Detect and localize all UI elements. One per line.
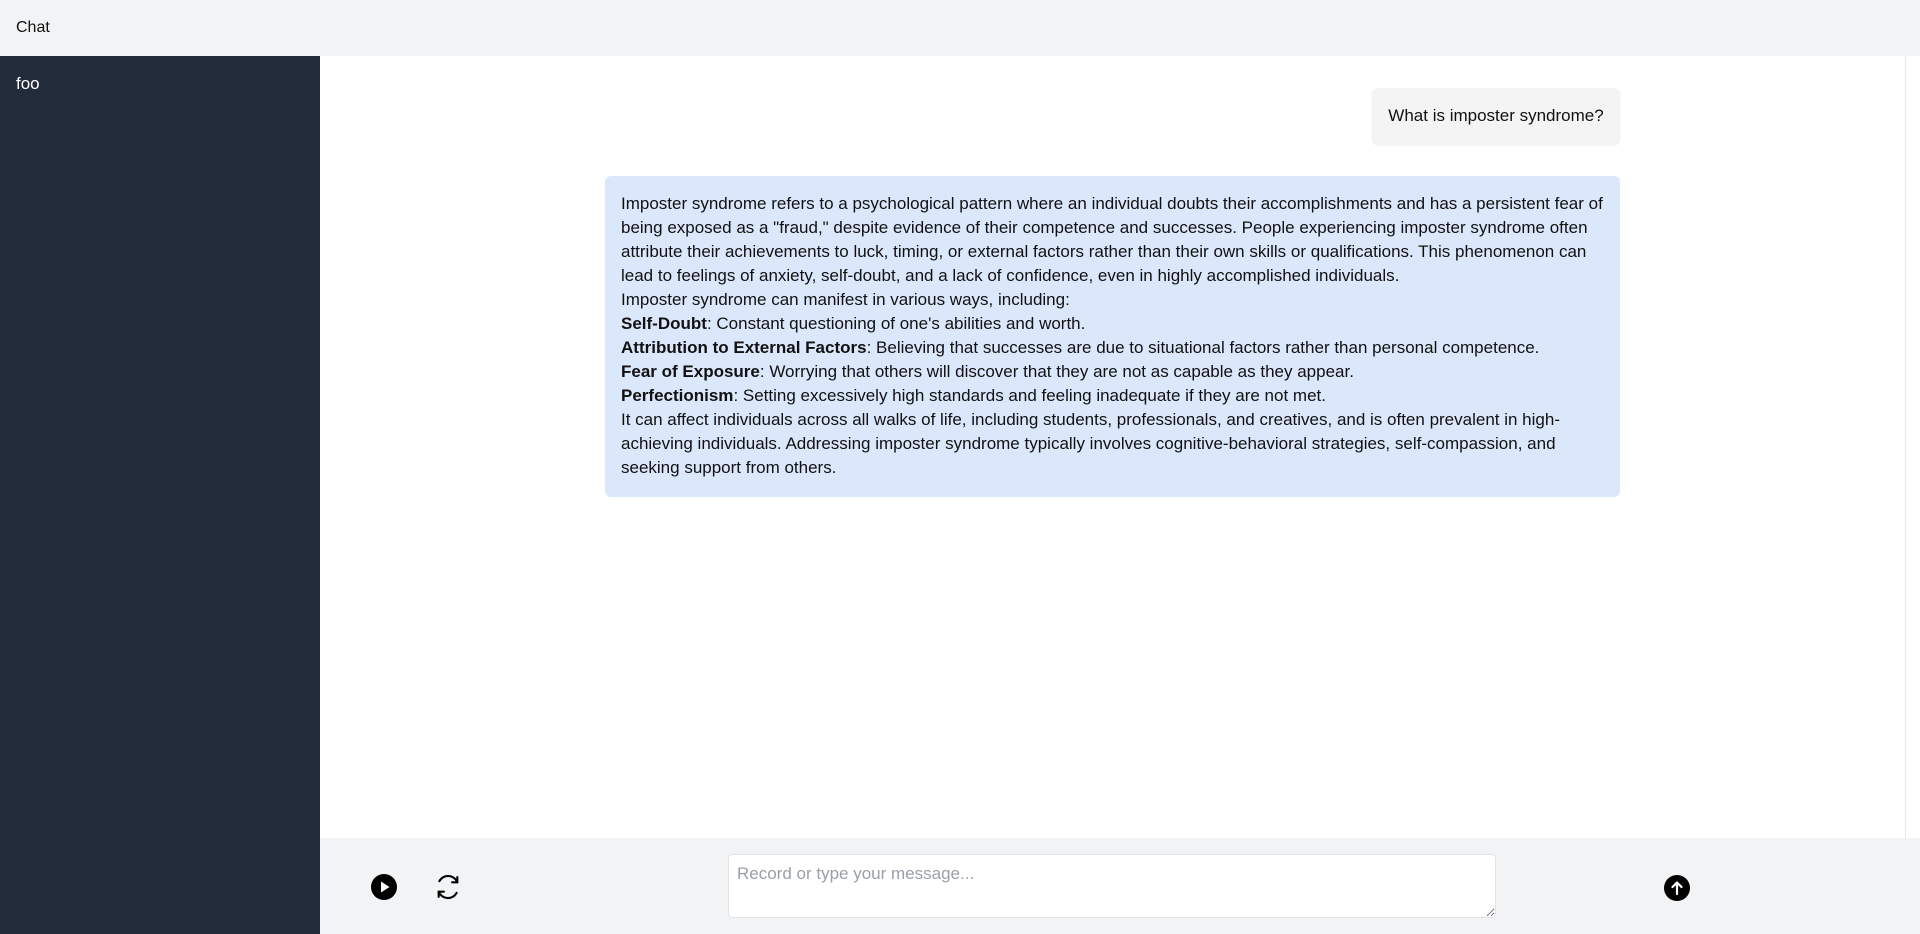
user-message-bubble	[1372, 88, 1620, 144]
list-item	[621, 336, 1604, 360]
list-item-text: : Setting excessively high standards and feeling inadequate if they are not met.	[733, 386, 1326, 405]
composer-bar	[320, 838, 1920, 934]
list-item-term: Self-Doubt	[621, 314, 707, 333]
send-arrow-up-icon	[1663, 874, 1691, 902]
assistant-conclusion: It can affect individuals across all walks of life, including students, professionals, and creatives, and is often prevalent in high-achieving individuals. Addressing imposter syndrome typically involves cognitive-behavioral strategies, self-compassion, and seeking support from others.	[621, 410, 1560, 477]
refresh-icon	[434, 873, 462, 901]
list-item-term: Perfectionism	[621, 386, 734, 405]
sidebar	[0, 56, 320, 934]
user-message-text: What is imposter syndrome?	[1388, 106, 1604, 125]
list-item	[621, 312, 1604, 336]
assistant-intro: Imposter syndrome refers to a psychological pattern where an individual doubts their accomplishments and has a persistent fear of being exposed as a "fraud," despite evidence of their competence and successes. People experiencing imposter syndrome often attribute their achievements to luck, timing, or external factors rather than their own skills or qualifications. This phenomenon can lead to feelings of anxiety, self-doubt, and a lack of confidence, even in highly accomplished individuals.	[621, 194, 1603, 285]
list-item-term: Attribution to External Factors	[621, 338, 867, 357]
list-item-text: : Believing that successes are due to situational factors rather than personal competence.	[866, 338, 1540, 357]
assistant-message-bubble	[605, 176, 1620, 497]
play-circle-icon	[370, 873, 398, 901]
play-button[interactable]	[369, 872, 399, 902]
scrollbar[interactable]	[1905, 56, 1920, 838]
list-item-text: : Worrying that others will discover that they are not as capable as they appear.	[759, 362, 1354, 381]
list-item-term: Fear of Exposure	[621, 362, 760, 381]
app-title: Chat	[16, 19, 50, 36]
refresh-button[interactable]	[433, 872, 463, 902]
send-button[interactable]	[1662, 873, 1692, 903]
app-header	[0, 0, 1920, 56]
list-item	[621, 360, 1604, 384]
assistant-list-intro: Imposter syndrome can manifest in various ways, including:	[621, 290, 1070, 309]
list-item	[621, 384, 1604, 408]
sidebar-item-foo[interactable]: foo	[16, 74, 40, 93]
message-input[interactable]	[728, 854, 1496, 918]
list-item-text: : Constant questioning of one's abilities and worth.	[706, 314, 1086, 333]
